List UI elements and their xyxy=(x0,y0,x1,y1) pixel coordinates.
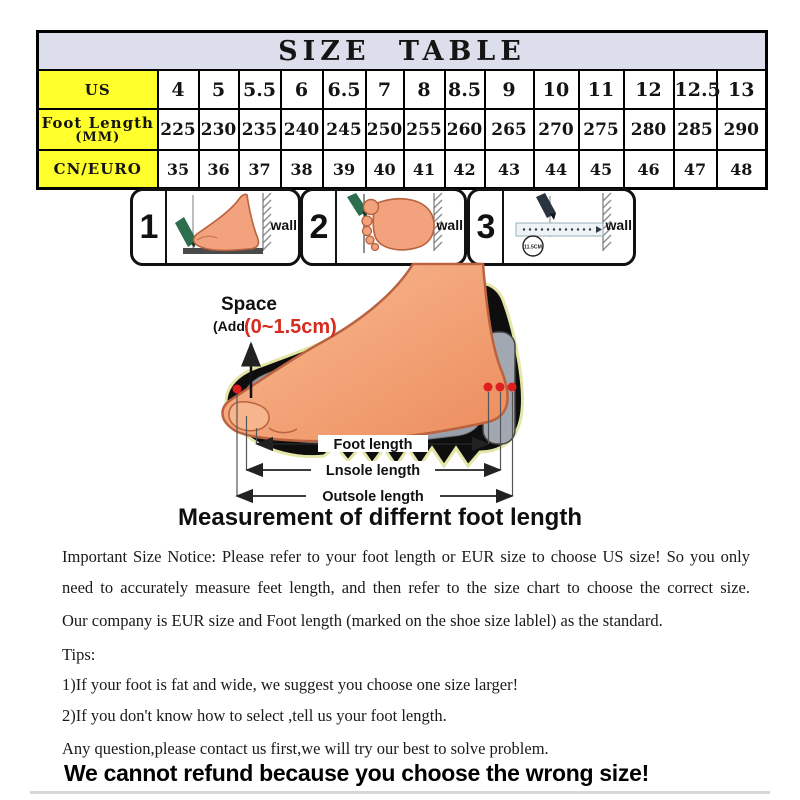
size-cell: 5.5 xyxy=(239,70,281,109)
tip-line: 2)If you don't know how to select ,tell us your foot length. xyxy=(62,705,447,725)
size-cell: 275 xyxy=(579,109,624,150)
size-cell: 280 xyxy=(624,109,674,150)
step-1-illustration xyxy=(167,191,298,263)
tip-line: 1)If your foot is fat and wide, we suggest you choose one size larger! xyxy=(62,675,519,694)
big-toe-icon xyxy=(364,200,379,215)
size-cell: 48 xyxy=(717,150,767,189)
foot-length-unit: (MM) xyxy=(75,130,121,145)
no-refund-warning: We cannot refund because you choose the wrong size! xyxy=(64,760,649,786)
size-cell: 12.5 xyxy=(674,70,717,109)
size-cell: 5 xyxy=(199,70,239,109)
wall-label-1: wall xyxy=(270,217,297,233)
contact-line: Any question,please contact us first,we will try our best to solve problem. xyxy=(62,739,549,758)
size-cell: 35 xyxy=(158,150,199,189)
size-notice-block xyxy=(62,542,750,765)
wall-label-2: wall xyxy=(436,217,463,233)
size-table-title-row xyxy=(38,32,767,71)
insole-length-arrow-label: Lnsole length xyxy=(325,463,421,479)
measure-step-2 xyxy=(300,188,467,266)
diagram-caption: Measurement of differnt foot length xyxy=(178,504,582,531)
size-cell: 9 xyxy=(485,70,534,109)
size-cell: 42 xyxy=(445,150,485,189)
size-cell: 250 xyxy=(366,109,404,150)
size-cell: 4 xyxy=(158,70,199,109)
size-table xyxy=(36,30,768,190)
add-label: (Add xyxy=(213,318,245,334)
size-cell: 7 xyxy=(366,70,404,109)
size-cell: 44 xyxy=(534,150,579,189)
size-cell: 270 xyxy=(534,109,579,150)
size-cell: 285 xyxy=(674,109,717,150)
size-cell: 46 xyxy=(624,150,674,189)
size-cell: 41 xyxy=(404,150,445,189)
size-cell: 255 xyxy=(404,109,445,150)
measure-step-3 xyxy=(467,188,636,266)
size-cell: 40 xyxy=(366,150,404,189)
table-row-us xyxy=(38,70,767,109)
table-row-foot-length xyxy=(38,109,767,150)
size-cell: 10 xyxy=(534,70,579,109)
size-cell: 37 xyxy=(239,150,281,189)
row-label-us: US xyxy=(38,70,158,109)
tips-label: Tips: xyxy=(62,644,96,664)
size-cell: 265 xyxy=(485,109,534,150)
size-cell: 8 xyxy=(404,70,445,109)
size-table-title: SIZE TABLE xyxy=(38,32,767,71)
foot-length-arrow-label: Foot length xyxy=(333,437,413,453)
ruler-value: 11.5CM xyxy=(524,244,542,251)
size-cell: 39 xyxy=(323,150,366,189)
size-cell: 225 xyxy=(158,109,199,150)
size-cell: 245 xyxy=(323,109,366,150)
space-label: Space xyxy=(221,294,277,315)
size-cell: 6.5 xyxy=(323,70,366,109)
row-label-cn-euro: CN/EURO xyxy=(38,150,158,189)
size-cell: 38 xyxy=(281,150,323,189)
size-cell: 47 xyxy=(674,150,717,189)
step-1-number: 1 xyxy=(133,191,167,263)
size-cell: 11 xyxy=(579,70,624,109)
table-row-cn-euro xyxy=(38,150,767,189)
foot-length-diagram xyxy=(185,258,545,508)
size-cell: 6 xyxy=(281,70,323,109)
foot-length-label: Foot Length xyxy=(41,114,154,132)
measure-step-1 xyxy=(130,188,301,266)
size-cell: 43 xyxy=(485,150,534,189)
size-cell: 13 xyxy=(717,70,767,109)
size-cell: 36 xyxy=(199,150,239,189)
size-cell: 45 xyxy=(579,150,624,189)
size-cell: 230 xyxy=(199,109,239,150)
notice-line: Important Size Notice: Please refer to your foot length or EUR size to choose US size! So you only xyxy=(62,547,750,566)
outsole-length-arrow-label: Outsole length xyxy=(322,489,424,505)
size-cell: 235 xyxy=(239,109,281,150)
bottom-divider xyxy=(30,791,770,794)
size-cell: 12 xyxy=(624,70,674,109)
step-3-illustration xyxy=(504,191,633,263)
foot-sole-icon xyxy=(373,199,434,250)
space-range-label: (0~1.5cm) xyxy=(244,316,337,338)
size-cell: 260 xyxy=(445,109,485,150)
size-cell: 8.5 xyxy=(445,70,485,109)
notice-line: need to accurately measure feet length, and then refer to the size chart to choose the correct size. xyxy=(62,577,750,597)
step-2-number: 2 xyxy=(303,191,337,263)
foot-side-icon xyxy=(194,194,259,250)
step-2-illustration xyxy=(337,191,464,263)
size-cell: 240 xyxy=(281,109,323,150)
row-label-foot-length xyxy=(38,109,158,150)
notice-line: Our company is EUR size and Foot length (marked on the shoe size lablel) as the standard. xyxy=(62,611,663,630)
step-3-number: 3 xyxy=(470,191,504,263)
size-cell: 290 xyxy=(717,109,767,150)
wall-label-3: wall xyxy=(605,217,632,233)
